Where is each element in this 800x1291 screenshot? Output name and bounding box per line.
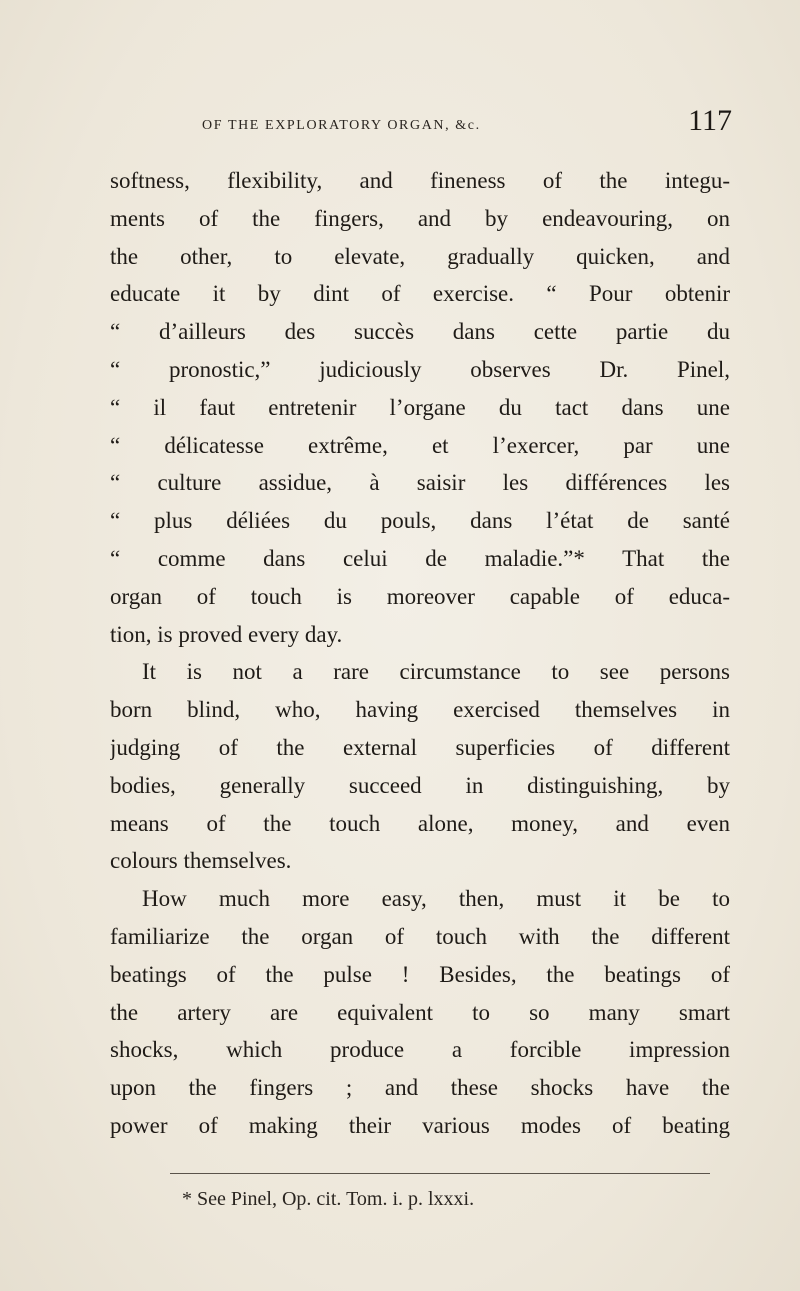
footnote-divider [170, 1173, 710, 1174]
text-line: judging of the external superficies of different [110, 734, 730, 760]
text-line: shocks, which produce a forcible impression [110, 1037, 730, 1063]
text-line: “ il faut entretenir l’organe du tact dans une [110, 394, 730, 420]
running-head: OF THE EXPLORATORY ORGAN, &c. [202, 118, 481, 133]
text-line: “ d’ailleurs des succès dans cette partie du [110, 319, 730, 345]
text-line: softness, flexibility, and fineness of the integu- [110, 168, 730, 193]
text-line: “ comme dans celui de maladie.”* That the [110, 545, 730, 571]
text-line: the artery are equivalent to so many smart [110, 999, 730, 1025]
text-line: “ délicatesse extrême, et l’exercer, par une [110, 432, 730, 458]
body-text [110, 162, 730, 1145]
text-line: “ pronostic,” judiciously observes Dr. Pinel, [110, 356, 730, 382]
text-line: means of the touch alone, money, and even [110, 810, 730, 836]
text-line: organ of touch is moreover capable of educa- [110, 583, 730, 609]
text-line: “ culture assidue, à saisir les différences les [110, 470, 730, 496]
text-line: born blind, who, having exercised themselves in [110, 697, 730, 723]
text-line: bodies, generally succeed in distinguishing, by [110, 772, 730, 798]
text-line: It is not a rare circumstance to see persons [142, 659, 730, 685]
text-line: colours themselves. [110, 848, 292, 874]
text-line: power of making their various modes of beating [110, 1112, 730, 1138]
text-line: beatings of the pulse ! Besides, the beatings of [110, 961, 730, 987]
page-header [110, 104, 732, 148]
text-line: the other, to elevate, gradually quicken, and [110, 243, 730, 269]
text-line: How much more easy, then, must it be to [142, 886, 730, 912]
text-line: ments of the fingers, and by endeavouring, on [110, 205, 730, 231]
text-line: upon the fingers ; and these shocks have the [110, 1075, 730, 1101]
footnote: * See Pinel, Op. cit. Tom. i. p. lxxxi. [182, 1188, 475, 1210]
text-line: “ plus déliées du pouls, dans l’état de santé [110, 508, 730, 534]
text-line: educate it by dint of exercise. “ Pour obtenir [110, 281, 730, 307]
text-line: familiarize the organ of touch with the different [110, 923, 730, 949]
text-line: tion, is proved every day. [110, 621, 343, 647]
page-number: 117 [688, 104, 732, 137]
